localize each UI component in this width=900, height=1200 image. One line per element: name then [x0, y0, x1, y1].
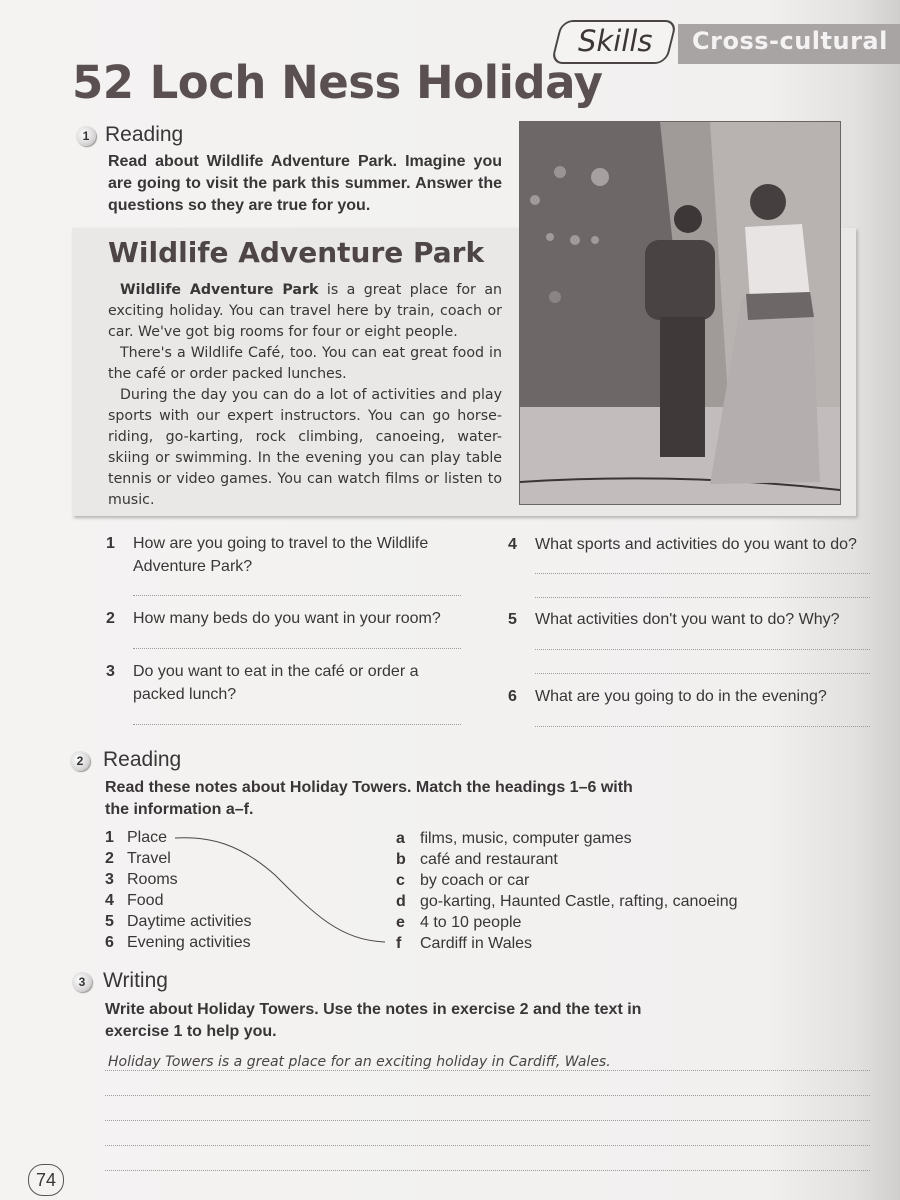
information-item[interactable] [396, 870, 796, 891]
writing-line-5[interactable] [105, 1170, 870, 1171]
heading-text: Food [127, 892, 164, 909]
question-4-text: What sports and activities do you want to do? [535, 536, 857, 553]
answer-line-1[interactable] [133, 595, 461, 596]
unit-number: 52 [72, 56, 134, 109]
page-title [72, 56, 602, 109]
question-4-number: 4 [508, 536, 517, 553]
answer-line-5a[interactable] [535, 649, 870, 650]
information-item[interactable] [396, 891, 796, 912]
heading-text: Place [127, 829, 168, 846]
information-item[interactable] [396, 849, 796, 870]
information-text: 4 to 10 people [420, 914, 522, 931]
paragraph-3-text: During the day you can do a lot of activities and play sports with our expert instructors. You can go horse-riding, go-karting, rock climbing, canoeing, water-skiing or swimming. In the evening you can play table tennis or video games. You can watch films or listen to music. [108, 387, 502, 508]
unit-title: Loch Ness Holiday [149, 56, 603, 109]
answer-line-4a[interactable] [535, 573, 870, 574]
question-6-text: What are you going to do in the evening? [535, 688, 827, 705]
writing-line-2[interactable] [105, 1095, 870, 1096]
question-6 [508, 685, 888, 708]
information-text: go-karting, Haunted Castle, rafting, canoeing [420, 893, 738, 910]
paragraph-1-text: is a great place for an exciting holiday. You can travel here by train, coach or car. We've got big rooms for four or eight people. [108, 282, 503, 340]
page-number: 74 [28, 1164, 64, 1196]
paragraph-2 [108, 343, 502, 385]
information-text: café and restaurant [420, 851, 558, 868]
question-4 [508, 533, 888, 556]
paragraph-1-bold: Wildlife Adventure Park [120, 282, 319, 298]
paragraph-2-text: There's a Wildlife Café, too. You can eat great food in the café or order packed lunches. [108, 345, 502, 382]
exercise-3-instruction-line-2: exercise 1 to help you. [105, 1023, 277, 1040]
category-label: Cross-cultural [692, 27, 888, 55]
exercise-2-instruction [105, 777, 633, 821]
question-3 [106, 660, 466, 706]
paragraph-1 [108, 280, 502, 343]
sample-answer: Holiday Towers is a great place for an exciting holiday in Cardiff, Wales. [108, 1054, 611, 1070]
answer-line-3[interactable] [133, 724, 461, 725]
photo-illustration [520, 122, 840, 504]
exercise-2-instruction-line-2: the information a–f. [105, 801, 254, 818]
exercise-1-instruction: Read about Wildlife Adventure Park. Imagine you are going to visit the park this summer. Answer the questions so they are true for you. [108, 153, 502, 214]
question-2-text: How many beds do you want in your room? [133, 610, 441, 627]
writing-line-4[interactable] [105, 1145, 870, 1146]
heading-text: Evening activities [127, 934, 251, 951]
exercise-3-title: Writing [103, 969, 168, 992]
question-1-number: 1 [106, 535, 115, 552]
information-letter: d [396, 893, 406, 910]
writing-line-1[interactable] [105, 1070, 870, 1071]
example-match-line [170, 830, 400, 950]
information-letter: b [396, 851, 406, 868]
exercise-2-badge: 2 [70, 751, 90, 771]
question-1-text: How are you going to travel to the Wildlife [133, 535, 429, 552]
question-3-text: Do you want to eat in the café or order a [133, 663, 419, 680]
exercise-3-badge: 3 [72, 972, 92, 992]
information-letter: f [396, 935, 402, 952]
information-letter: c [396, 872, 405, 889]
question-5 [508, 608, 888, 631]
heading-number: 4 [105, 892, 114, 909]
question-5-number: 5 [508, 611, 517, 628]
exercise-2-instruction-line-1: Read these notes about Holiday Towers. Match the headings 1–6 with [105, 779, 633, 796]
question-2 [106, 607, 466, 630]
writing-line-3[interactable] [105, 1120, 870, 1121]
heading-number: 6 [105, 934, 114, 951]
information-item[interactable] [396, 828, 796, 849]
answer-line-2[interactable] [133, 648, 461, 649]
exercise-3-instruction [105, 999, 641, 1043]
answer-line-6[interactable] [535, 726, 870, 727]
exercise-1-title: Reading [105, 123, 184, 146]
question-5-text: What activities don't you want to do? Why? [535, 611, 840, 628]
heading-text: Daytime activities [127, 913, 252, 930]
heading-number: 1 [105, 829, 114, 846]
question-1-text-cont: Adventure Park? [133, 558, 253, 575]
information-list [396, 828, 796, 954]
climbing-wall-photo [519, 121, 841, 505]
reading-box-text [108, 280, 502, 511]
information-item[interactable] [396, 912, 796, 933]
question-1 [106, 532, 466, 578]
information-item[interactable] [396, 933, 796, 954]
exercise-2-title: Reading [103, 748, 182, 771]
question-2-number: 2 [106, 610, 115, 627]
exercise-3-instruction-line-1: Write about Holiday Towers. Use the notes in exercise 2 and the text in [105, 1001, 642, 1018]
answer-line-5b[interactable] [535, 673, 870, 674]
heading-number: 5 [105, 913, 114, 930]
information-text: films, music, computer games [420, 830, 632, 847]
question-6-number: 6 [508, 688, 517, 705]
information-text: Cardiff in Wales [420, 935, 533, 952]
heading-text: Rooms [127, 871, 178, 888]
information-letter: e [396, 914, 405, 931]
question-3-text-cont: packed lunch? [133, 686, 237, 703]
heading-text: Travel [127, 850, 171, 867]
exercise-1-badge: 1 [76, 126, 96, 146]
heading-number: 3 [105, 871, 114, 888]
information-text: by coach or car [420, 872, 530, 889]
paragraph-3 [108, 385, 502, 511]
answer-line-4b[interactable] [535, 597, 870, 598]
heading-number: 2 [105, 850, 114, 867]
question-3-number: 3 [106, 663, 115, 680]
reading-box-title: Wildlife Adventure Park [108, 236, 485, 269]
skills-label: Skills [578, 24, 653, 58]
information-letter: a [396, 830, 405, 847]
